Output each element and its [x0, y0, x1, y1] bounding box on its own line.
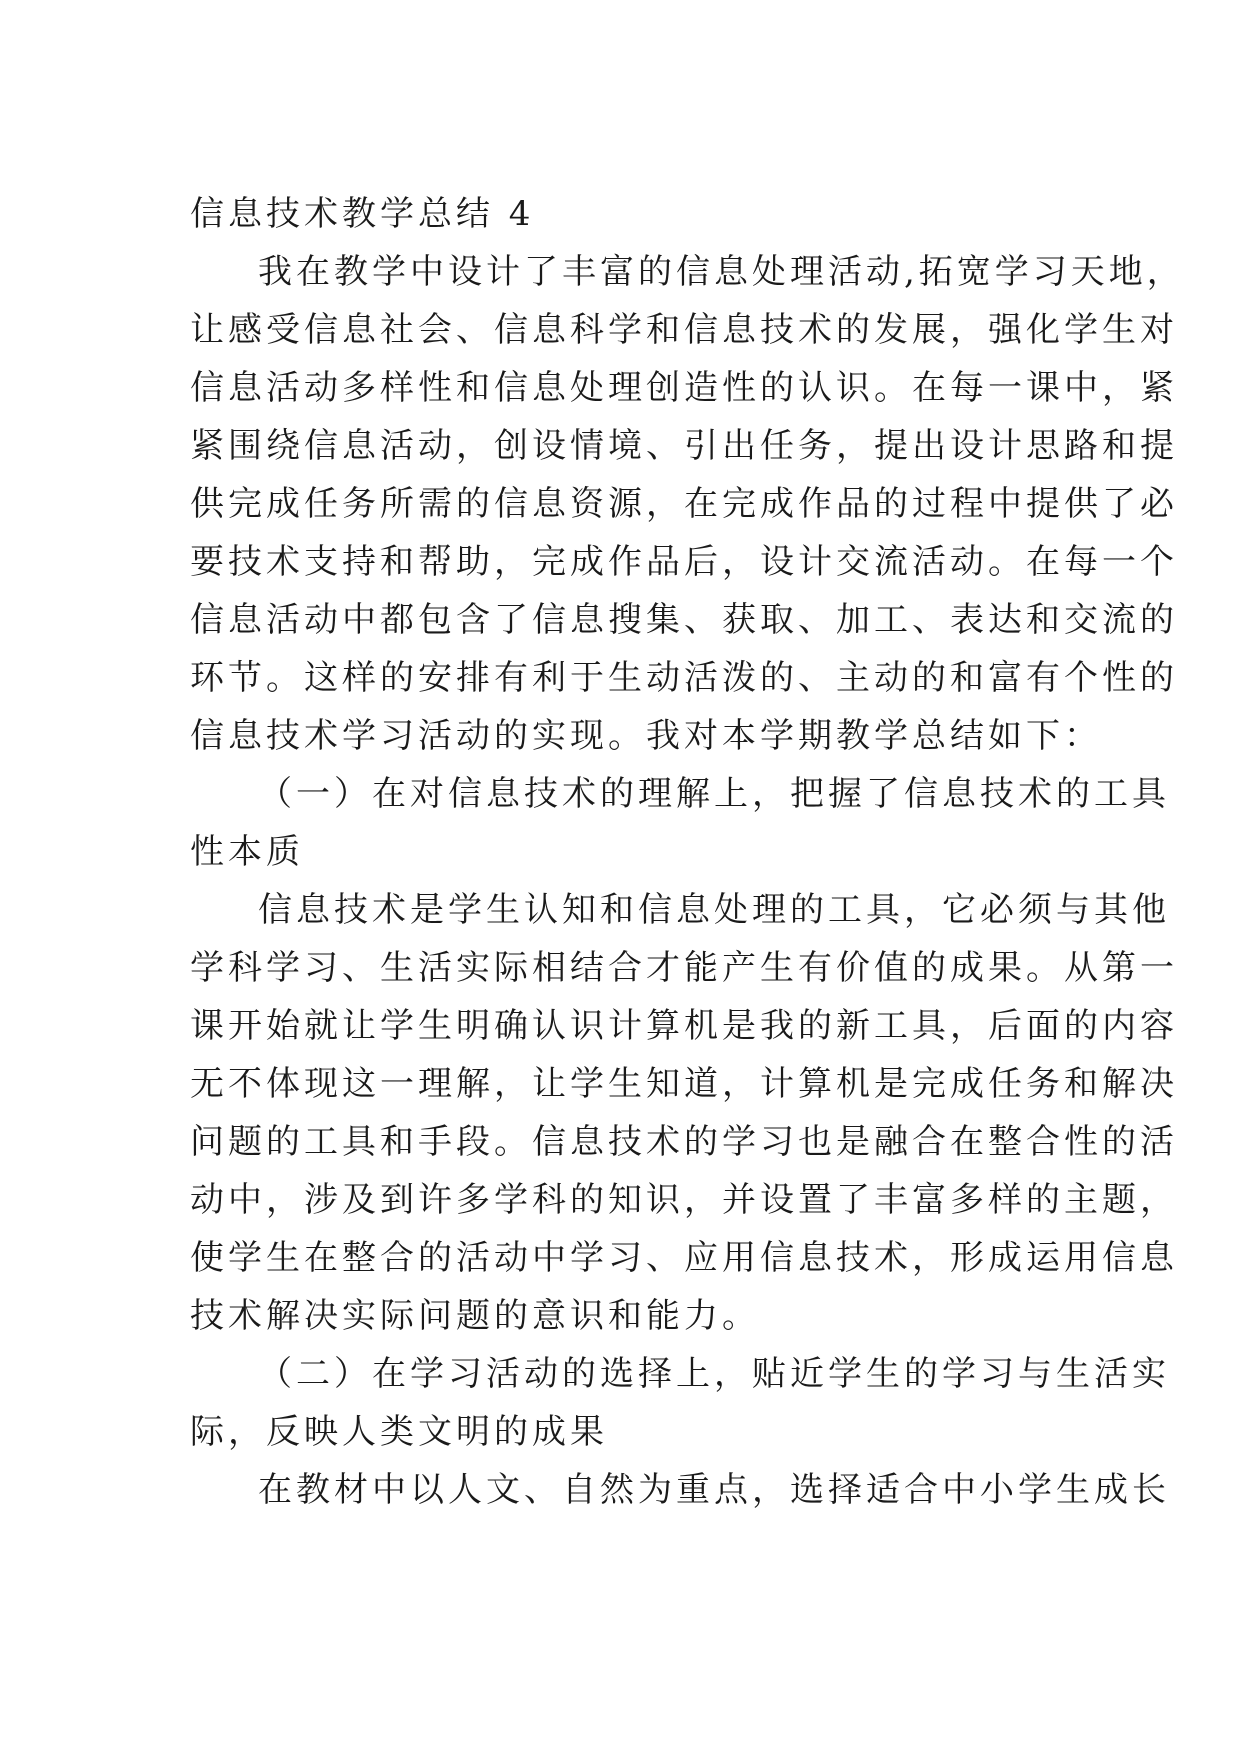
text-line: 要技术支持和帮助，完成作品后，设计交流活动。在每一个 — [190, 542, 1178, 582]
section-heading-2-cont: 际，反映人类文明的成果 — [190, 1412, 608, 1452]
text-line: 让感受信息社会、信息科学和信息技术的发展，强化学生对 — [190, 310, 1178, 350]
section-heading-1-cont: 性本质 — [190, 832, 304, 872]
document-title: 信息技术教学总结 4 — [190, 194, 535, 234]
section-heading-2: （二）在学习活动的选择上，贴近学生的学习与生活实 — [258, 1354, 1170, 1394]
document-body — [190, 185, 1185, 1519]
text-line: 我在教学中设计了丰富的信息处理活动,拓宽学习天地， — [258, 252, 1185, 292]
text-line: 信息活动多样性和信息处理创造性的认识。在每一课中，紧 — [190, 368, 1178, 408]
text-line: 信息技术是学生认知和信息处理的工具，它必须与其他 — [258, 890, 1170, 930]
text-line: 使学生在整合的活动中学习、应用信息技术，形成运用信息 — [190, 1238, 1178, 1278]
text-line: 技术解决实际问题的意识和能力。 — [190, 1296, 760, 1336]
text-line: 无不体现这一理解，让学生知道，计算机是完成任务和解决 — [190, 1064, 1178, 1104]
text-line: 供完成任务所需的信息资源，在完成作品的过程中提供了必 — [190, 484, 1178, 524]
text-line: 信息技术学习活动的实现。我对本学期教学总结如下： — [190, 716, 1102, 756]
text-line: 学科学习、生活实际相结合才能产生有价值的成果。从第一 — [190, 948, 1178, 988]
text-line: 紧围绕信息活动，创设情境、引出任务，提出设计思路和提 — [190, 426, 1178, 466]
section-heading-1: （一）在对信息技术的理解上，把握了信息技术的工具 — [258, 774, 1170, 814]
text-line: 环节。这样的安排有利于生动活泼的、主动的和富有个性的 — [190, 658, 1178, 698]
text-line: 信息活动中都包含了信息搜集、获取、加工、表达和交流的 — [190, 600, 1178, 640]
text-line: 问题的工具和手段。信息技术的学习也是融合在整合性的活 — [190, 1122, 1178, 1162]
text-line: 在教材中以人文、自然为重点，选择适合中小学生成长 — [258, 1470, 1170, 1510]
text-line: 动中，涉及到许多学科的知识，并设置了丰富多样的主题， — [190, 1180, 1178, 1220]
text-line: 课开始就让学生明确认识计算机是我的新工具，后面的内容 — [190, 1006, 1178, 1046]
